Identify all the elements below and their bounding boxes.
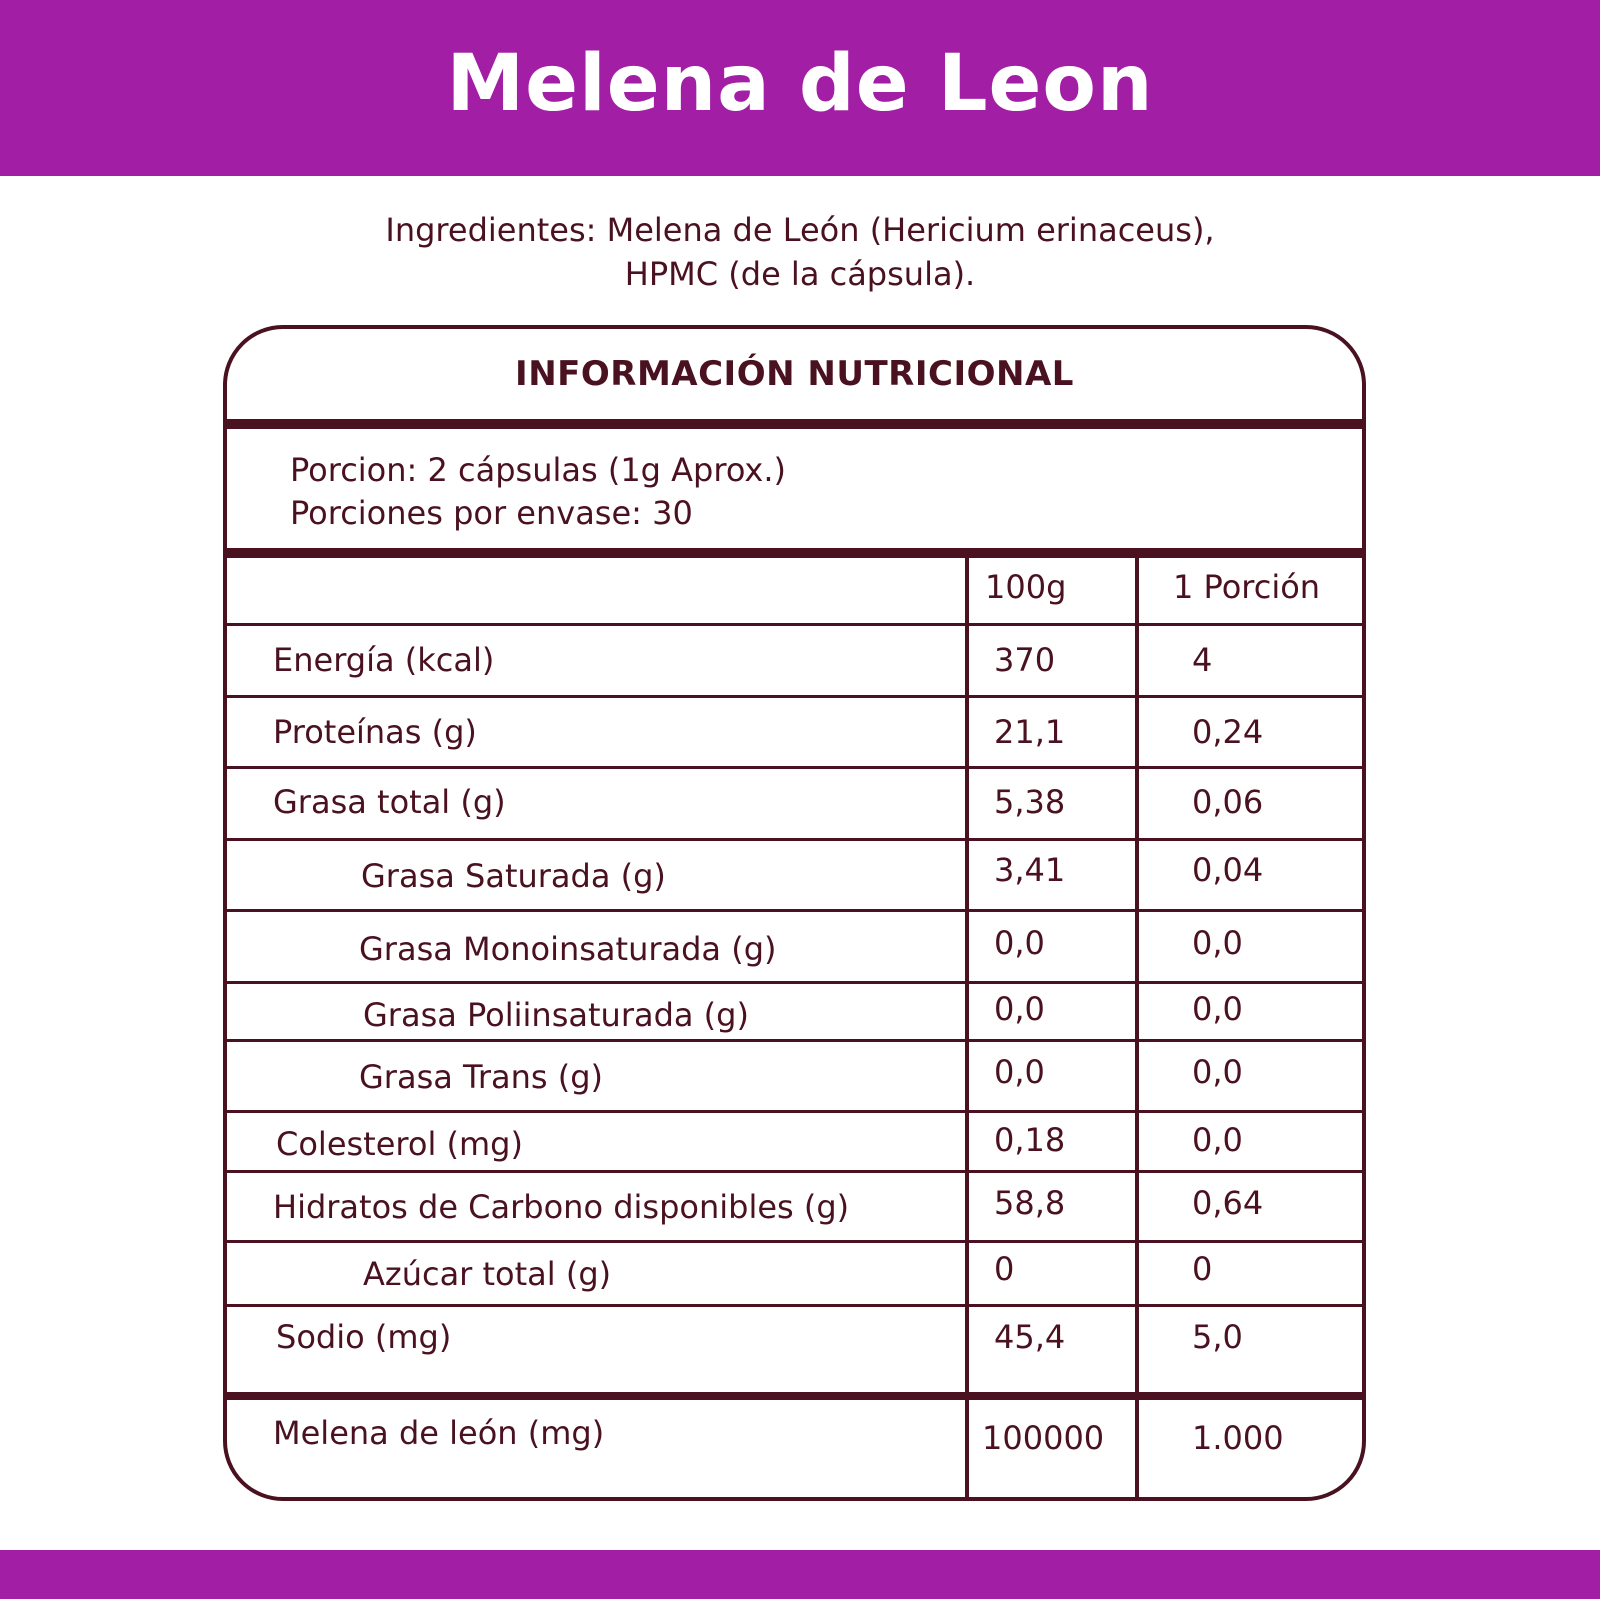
ingredients-line-2: HPMC (de la cápsula). [624,255,976,293]
value-per-100g: 370 [994,641,1056,679]
nutrient-label: Grasa Poliinsaturada (g) [363,996,749,1034]
row-divider [227,766,1362,769]
column-divider [1135,558,1139,1501]
nutrient-label: Grasa Monoinsaturada (g) [359,930,777,968]
nutrient-label: Hidratos de Carbono disponibles (g) [273,1188,850,1226]
value-per-100g: 0,18 [994,1121,1066,1159]
value-per-serving: 0,24 [1192,713,1264,751]
row-divider [227,1039,1362,1042]
value-per-serving: 1.000 [1192,1419,1284,1457]
row-divider [227,1304,1362,1307]
ingredients-text [200,208,1400,296]
nutrient-label: Proteínas (g) [273,713,477,751]
value-per-serving: 0,0 [1192,1121,1243,1159]
value-per-100g: 45,4 [994,1318,1066,1356]
value-per-serving: 0,0 [1192,1053,1243,1091]
divider-thick [227,1392,1362,1400]
nutrition-facts-panel [223,325,1366,1501]
nutrient-label: Sodio (mg) [276,1318,452,1356]
value-per-100g: 21,1 [994,713,1066,751]
row-divider [227,1110,1362,1113]
title-banner [0,0,1600,176]
value-per-serving: 0,0 [1192,924,1243,962]
ingredients-line-1: Ingredientes: Melena de León (Hericium erinaceus), [385,211,1215,249]
value-per-serving: 0,0 [1192,990,1243,1028]
value-per-serving: 0,06 [1192,783,1264,821]
nutrient-label: Azúcar total (g) [363,1255,612,1293]
column-header-100g: 100g [985,568,1067,606]
row-divider [227,1170,1362,1173]
row-divider [227,623,1362,626]
value-per-serving: 5,0 [1192,1318,1243,1356]
value-per-100g: 5,38 [994,783,1066,821]
row-divider [227,981,1362,984]
bottom-banner [0,1550,1600,1599]
value-per-100g: 58,8 [994,1184,1066,1222]
serving-size: Porcion: 2 cápsulas (1g Aprox.) [290,451,786,489]
nutrient-label: Grasa Trans (g) [359,1058,604,1096]
value-per-100g: 0 [994,1250,1015,1288]
nutrition-title: INFORMACIÓN NUTRICIONAL [515,354,1074,394]
value-per-serving: 0,04 [1192,851,1264,889]
nutrient-label: Grasa total (g) [273,783,506,821]
row-divider [227,695,1362,698]
value-per-100g: 0,0 [994,990,1045,1028]
value-per-serving: 0,64 [1192,1184,1264,1222]
product-title: Melena de Leon [446,39,1154,129]
column-header-portion: 1 Porción [1173,568,1321,606]
column-divider [965,558,969,1501]
divider-thick [227,548,1362,558]
nutrient-label: Energía (kcal) [273,641,495,679]
value-per-serving: 0 [1192,1250,1213,1288]
nutrient-label: Melena de león (mg) [273,1414,605,1452]
value-per-100g: 100000 [982,1419,1105,1457]
nutrient-label: Colesterol (mg) [276,1125,523,1163]
row-divider [227,1240,1362,1243]
value-per-100g: 3,41 [994,851,1066,889]
value-per-100g: 0,0 [994,924,1045,962]
serving-info [290,449,786,535]
value-per-serving: 4 [1192,641,1213,679]
row-divider [227,838,1362,841]
divider-thick [227,419,1362,429]
value-per-100g: 0,0 [994,1053,1045,1091]
servings-per-container: Porciones por envase: 30 [290,494,693,532]
row-divider [227,909,1362,912]
nutrient-label: Grasa Saturada (g) [361,857,666,895]
